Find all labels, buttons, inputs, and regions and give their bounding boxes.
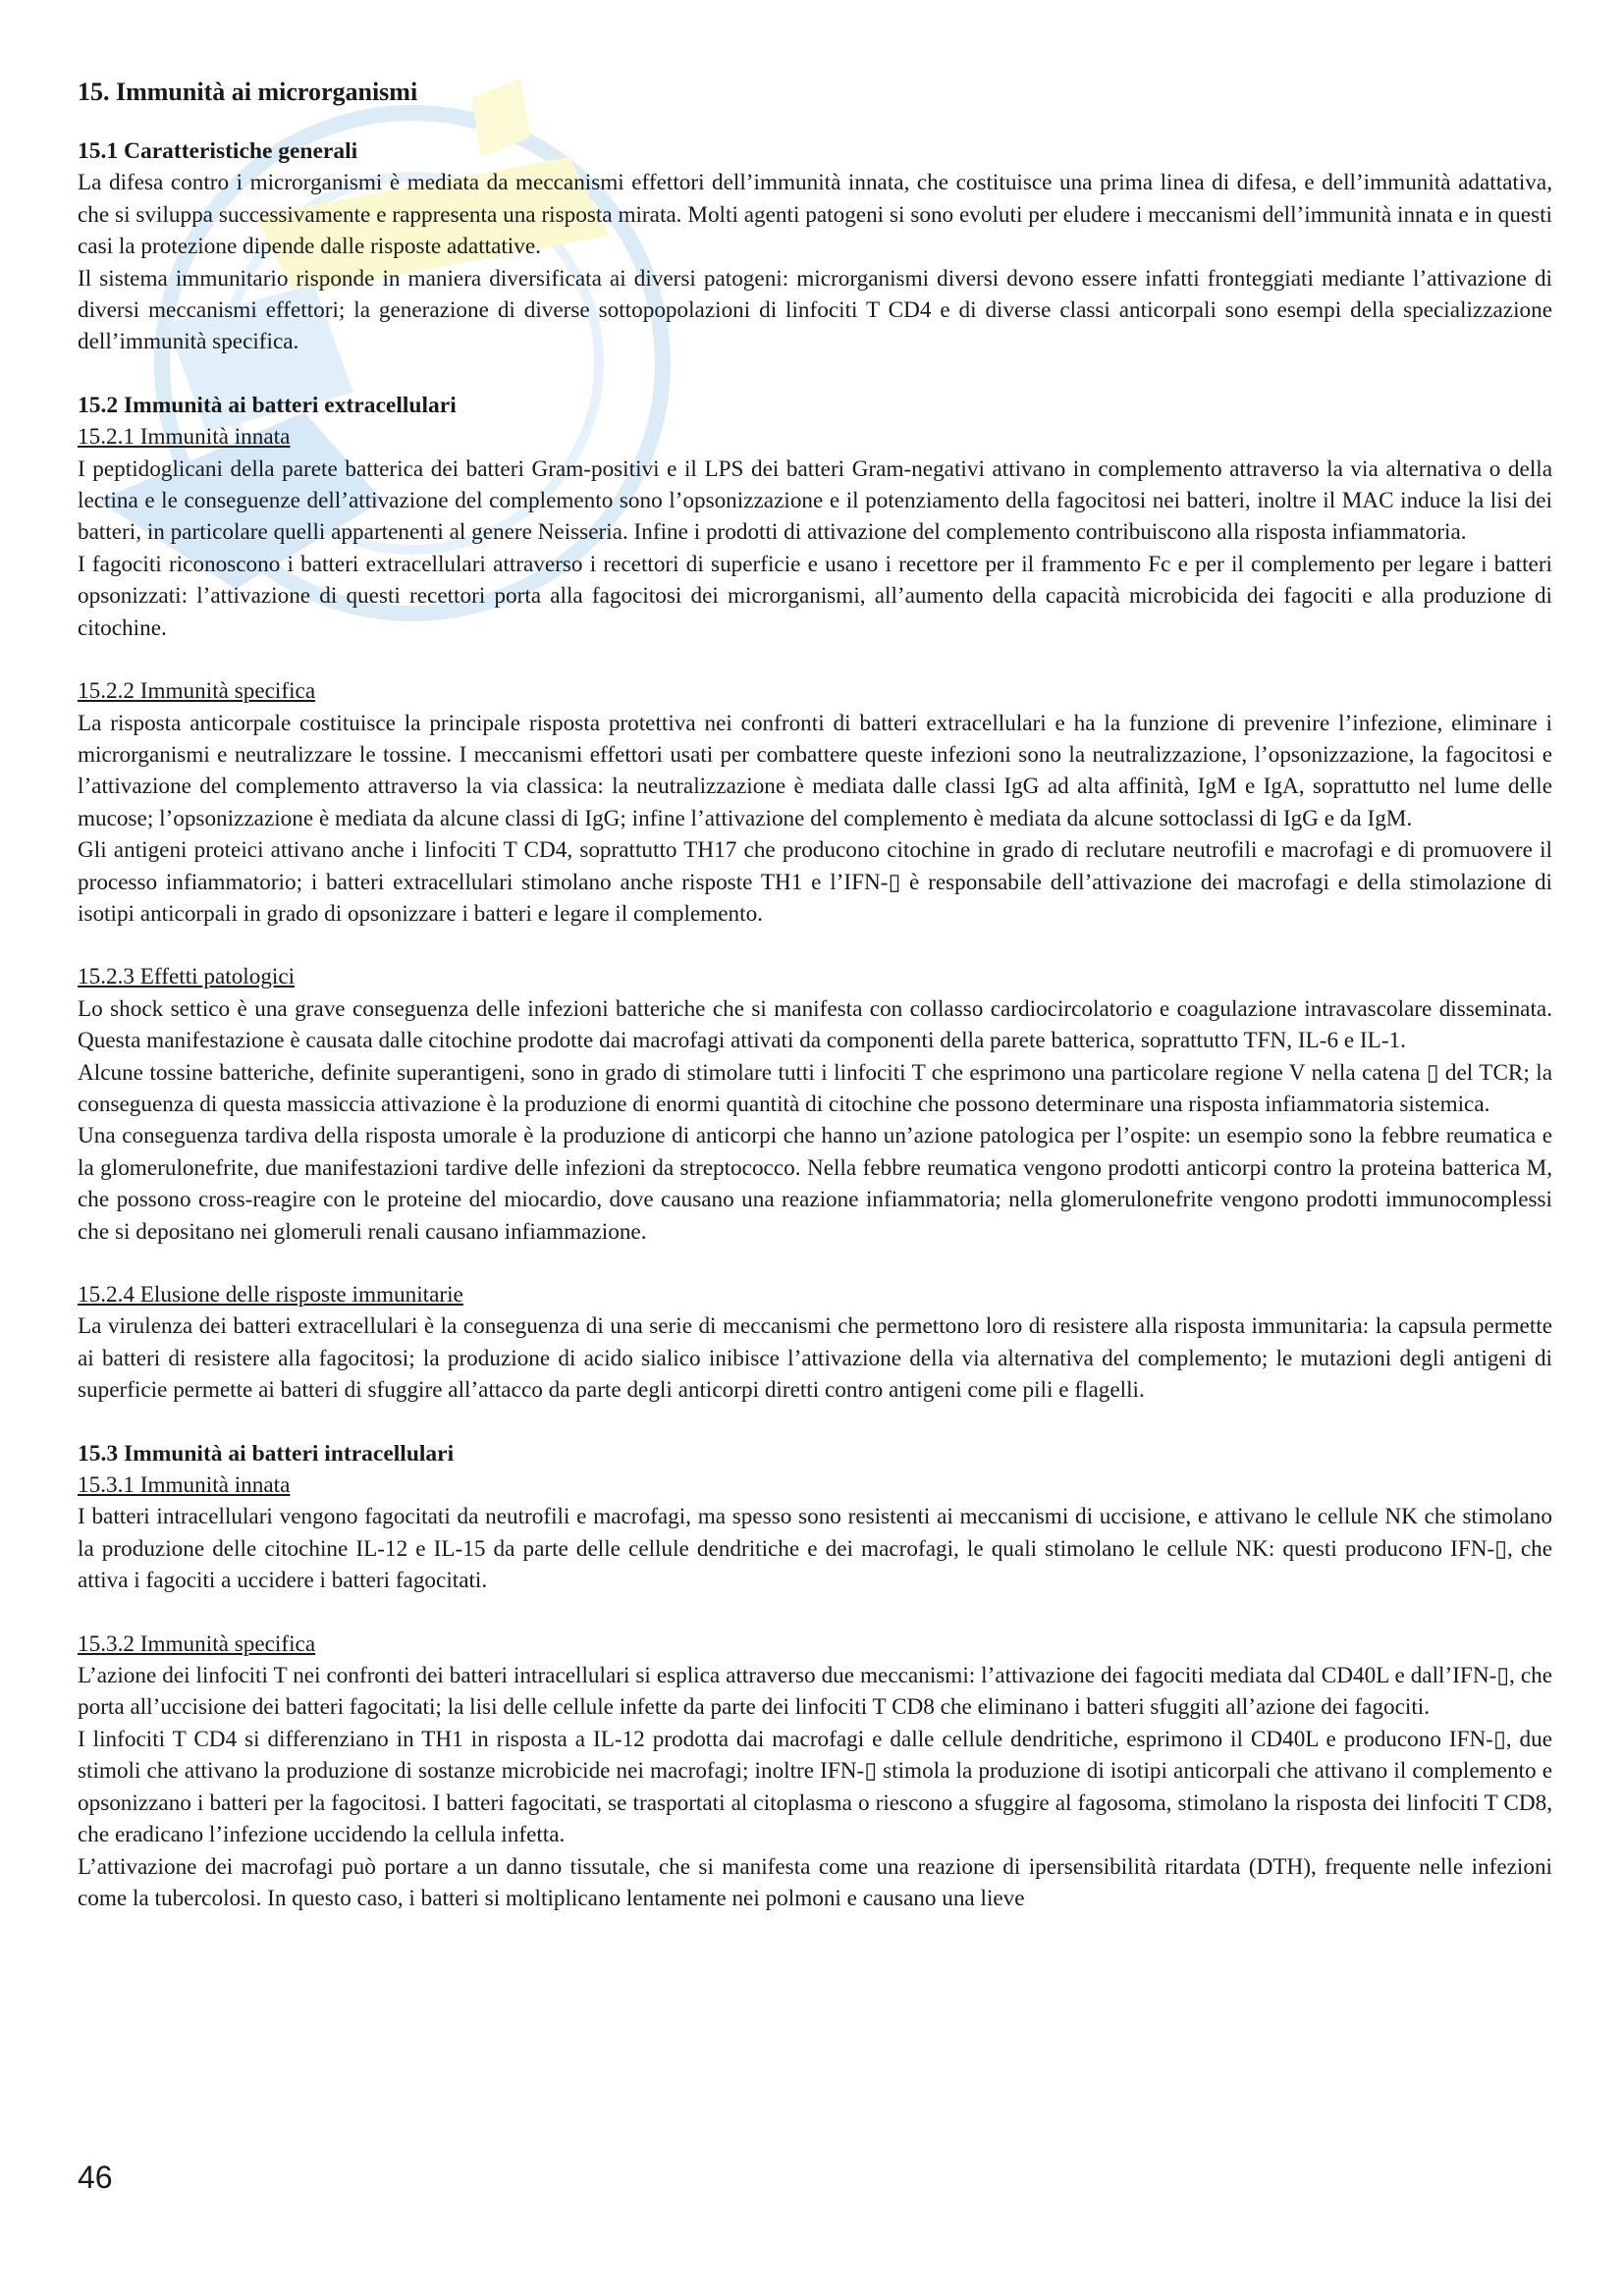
subsection-heading: 15.2.4 Elusione delle risposte immunitarie [78,1282,463,1308]
chapter-title: 15. Immunità ai microrganismi [78,78,418,106]
paragraph: Lo shock settico è una grave conseguenza delle infezioni batteriche che si manifesta con collasso cardiocircolatorio e coagulazione intravascolare disseminata. Questa manifestazione è causata dalle citochine prodotte dai macrofagi attivati da componenti della parete batterica, soprattutto TFN, IL-6 e IL-1. [78,995,1552,1054]
paragraph: Il sistema immunitario risponde in maniera diversificata ai diversi patogeni: microrganismi diversi devono essere infatti fronteggiati mediante l’attivazione di diversi meccanismi effettori; la generazione di diverse sottopopolazioni di linfociti T CD4 e di diverse classi anticorpali sono esempi della specializzazione dell’immunità specifica. [78,265,1552,355]
subsection [78,1469,1552,1597]
section-heading: 15.2 Immunità ai batteri extracellulari [78,392,457,418]
subsection [78,1279,1552,1407]
paragraph: Una conseguenza tardiva della risposta umorale è la produzione di anticorpi che hanno un’azione patologica per l’ospite: un esempio sono la febbre reumatica e la glomerulonefrite, due manifestazioni tardive delle infezioni da streptococco. Nella febbre reumatica vengono prodotti anticorpi contro la proteina batterica M, che possono cross-reagire con le proteine del miocardio, dove causano una reazione infiammatoria; nella glomerulonefrite vengono prodotti immunocomplessi che si depositano nei glomeruli renali causano infiammazione. [78,1123,1552,1245]
document-page [78,77,1552,1946]
subsection-heading: 15.2.2 Immunità specifica [78,678,316,705]
paragraph: I linfociti T CD4 si differenziano in TH1 in risposta a IL-12 prodotta dai macrofagi e dalle cellule dendritiche, esprimono il CD40L e producono IFN-▯, due stimoli che attivano la produzione di sostanze microbicide nei macrofagi; inoltre IFN-▯ stimola la produzione di isotipi anticorpali che attivano il complemento e opsonizzano i batteri per la fagocitosi. I batteri fagocitati, se trasportati al citoplasma o riescono a sfuggire al fagosoma, stimolano la risposta dei linfociti T CD8, che eradicano l’infezione uccidendo la cellula infetta. [78,1726,1552,1848]
subsection-heading: 15.3.1 Immunità innata [78,1472,291,1499]
subsection [78,1629,1552,1915]
subsection-heading: 15.3.2 Immunità specifica [78,1630,316,1657]
section-intracellular [78,1438,1552,1915]
section-general [78,135,1552,358]
paragraph: I batteri intracellulari vengono fagocitati da neutrofili e macrofagi, ma spesso sono resistenti ai meccanismi di uccisione, e attivano le cellule NK che stimolano la produzione delle citochine IL-12 e IL-15 da parte delle cellule dendritiche e dei macrofagi, le quali stimolano le cellule NK: questi producono IFN-▯, che attiva i fagociti a uccidere i batteri fagocitati. [78,1504,1552,1594]
paragraph: L’attivazione dei macrofagi può portare a un danno tissutale, che si manifesta come una reazione di ipersensibilità ritardata (DTH), frequente nelle infezioni come la tubercolosi. In questo caso, i batteri si moltiplicano lentamente nei polmoni e causano una lieve [78,1853,1552,1911]
section-heading: 15.1 Caratteristiche generali [78,138,358,164]
subsection [78,675,1552,930]
subsection-heading: 15.2.3 Effetti patologici [78,964,296,990]
paragraph: I peptidoglicani della parete batterica dei batteri Gram-positivi e il LPS dei batteri Gram-negativi attivano in complemento attraverso la via alternativa o della lectina e le conseguenze dell’attivazione del complemento sono l’opsonizzazione e il potenziamento della fagocitosi nei batteri, inoltre il MAC induce la lisi dei batteri, in particolare quelli appartenenti al genere Neisseria. Infine i prodotti di attivazione del complemento contribuiscono alla risposta infiammatoria. [78,455,1552,546]
subsection [78,421,1552,644]
paragraph: La risposta anticorpale costituisce la principale risposta protettiva nei confronti di batteri extracellulari e ha la funzione di prevenire l’infezione, eliminare i microrganismi e neutralizzare le tossine. I meccanismi effettori usati per combattere queste infezioni sono la neutralizzazione, l’opsonizzazione, la fagocitosi e l’attivazione del complemento attraverso la via classica: la neutralizzazione è mediata dalle classi IgG ad alta affinità, IgM e IgA, soprattutto nel lume delle mucose; l’opsonizzazione è mediata da alcune classi di IgG; infine l’attivazione del complemento è mediata da alcune sottoclassi di IgG e da IgM. [78,710,1552,831]
subsection-heading: 15.2.1 Immunità innata [78,424,291,451]
paragraph: Gli antigeni proteici attivano anche i linfociti T CD4, soprattutto TH17 che producono citochine in grado di reclutare neutrofili e macrofagi e di promuovere il processo infiammatorio; i batteri extracellulari stimolano anche risposte TH1 e l’IFN-▯ è responsabile dell’attivazione dei macrofagi e della stimolazione di isotipi anticorpali in grado di opsonizzare i batteri e legare il complemento. [78,837,1552,927]
paragraph: Alcune tossine batteriche, definite superantigeni, sono in grado di stimolare tutti i linfociti T che esprimono una particolare regione V nella catena ▯ del TCR; la conseguenza di questa massiccia attivazione è la produzione di enormi quantità di citochine che possono determinare una risposta infiammatoria sistemica. [78,1059,1552,1117]
section-heading: 15.3 Immunità ai batteri intracellulari [78,1440,455,1467]
paragraph: La virulenza dei batteri extracellulari è la conseguenza di una serie di meccanismi che permettono loro di resistere alla risposta immunitaria: la capsula permette ai batteri di resistere alla fagocitosi; la produzione di acido sialico inibisce l’attivazione della via alternativa del complemento; le mutazioni degli antigeni di superficie permette ai batteri di sfuggire all’attacco da parte degli anticorpi diretti contro antigeni come pili e flagelli. [78,1313,1552,1404]
paragraph: L’azione dei linfociti T nei confronti dei batteri intracellulari si esplica attraverso due meccanismi: l’attivazione dei fagociti mediata dal CD40L e dall’IFN-▯, che porta all’uccisione dei batteri fagocitati; la lisi delle cellule infette da parte dei linfociti T CD8 che eliminano i batteri sfuggiti all’azione dei fagociti. [78,1663,1552,1721]
paragraph: I fagociti riconoscono i batteri extracellulari attraverso i recettori di superficie e usano i recettore per il frammento Fc e per il complemento per legare i batteri opsonizzati: l’attivazione di questi recettori porta alla fagocitosi dei microrganismi, all’aumento della capacità microbicida dei fagociti e alla produzione di citochine. [78,551,1552,641]
subsection [78,961,1552,1248]
paragraph: La difesa contro i microrganismi è mediata da meccanismi effettori dell’immunità innata, che costituisce una prima linea di difesa, e dell’immunità adattativa, che si sviluppa successivamente e rappresenta una risposta mirata. Molti agenti patogeni si sono evoluti per eludere i meccanismi dell’immunità innata e in questi casi la protezione dipende dalle risposte adattative. [78,170,1552,260]
page-number: 46 [78,2160,113,2195]
section-extracellular [78,390,1552,1407]
